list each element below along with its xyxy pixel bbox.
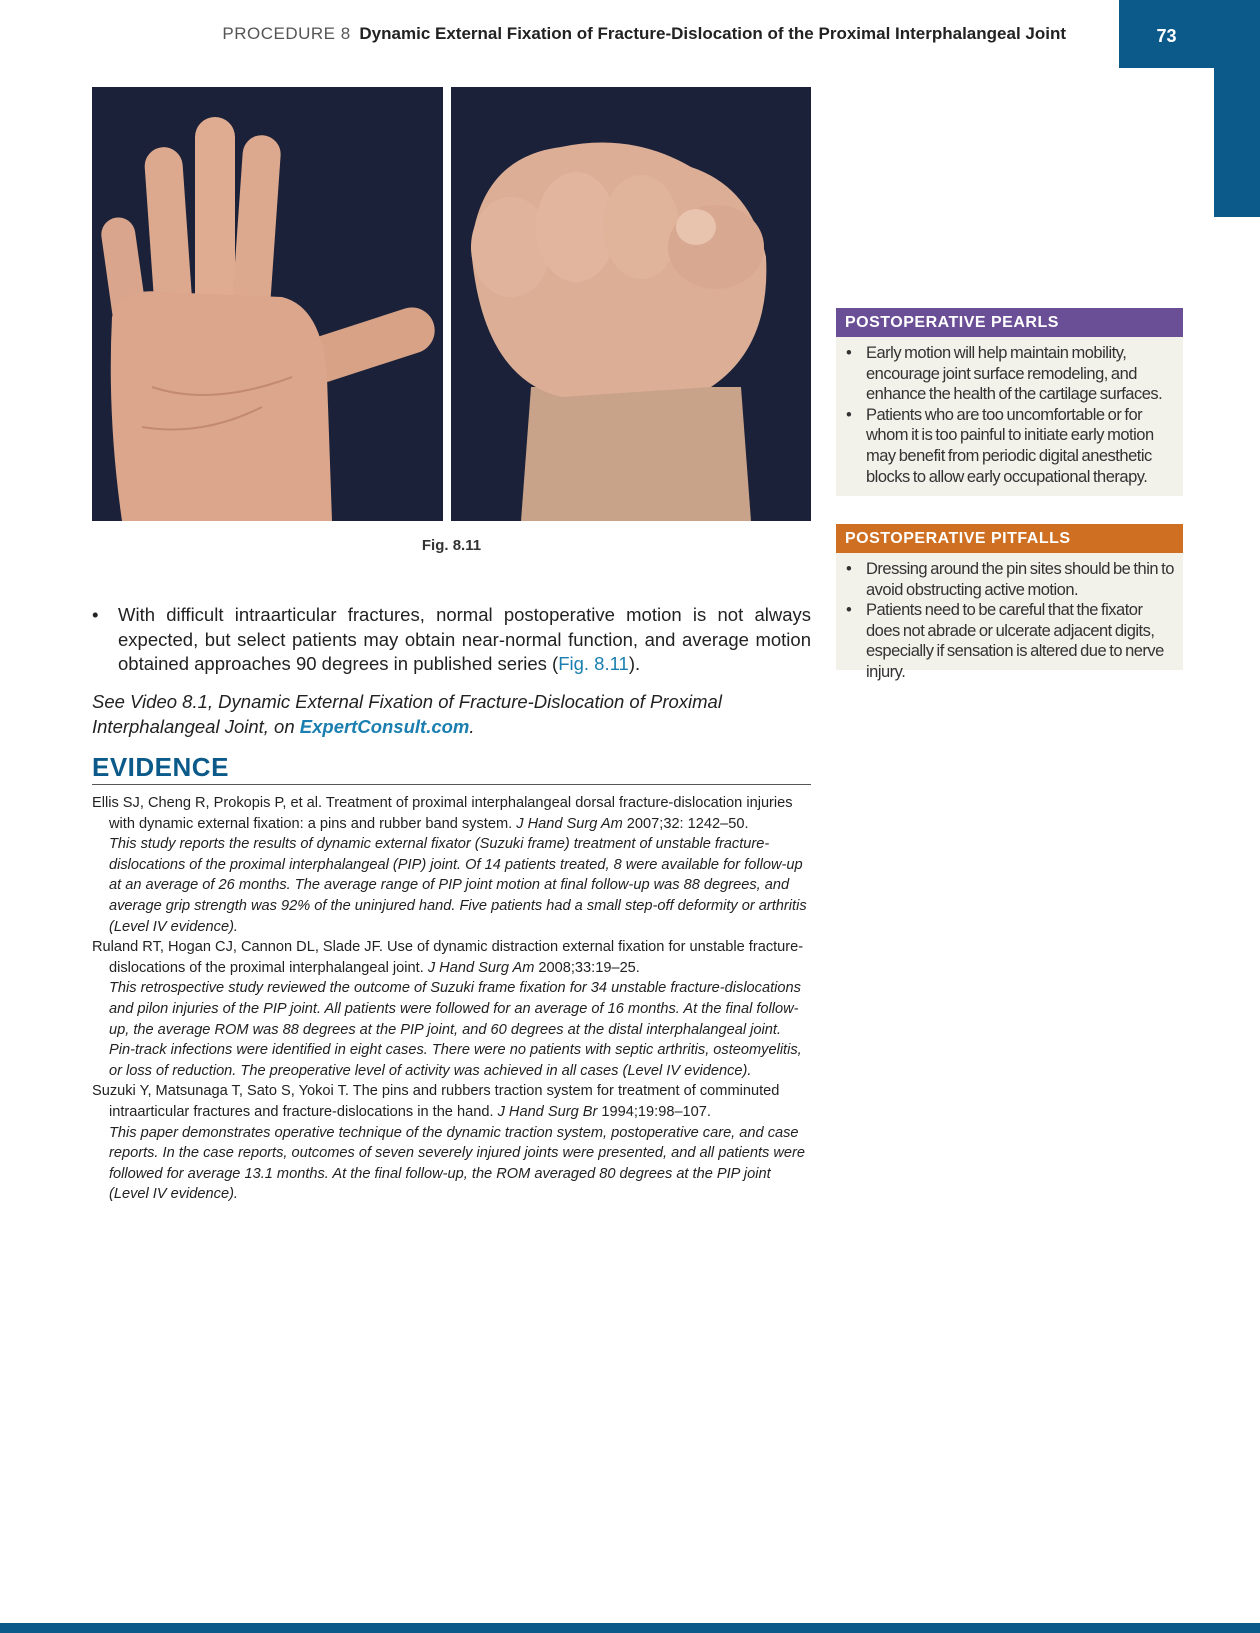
expertconsult-link[interactable]: ExpertConsult.com	[299, 716, 470, 737]
figure-photo-fist	[451, 87, 811, 521]
page-number: 73	[1156, 26, 1177, 46]
figure-reference-link[interactable]: Fig. 8.11	[558, 653, 629, 674]
reference-list	[92, 793, 811, 1205]
pearls-item: • Patients who are too uncomfortable or for whom it is too painful to initiate early motion may benefit from periodic digital anesthetic blocks to allow early occupational therapy.	[866, 405, 1175, 487]
footer-bar	[0, 1623, 1260, 1633]
evidence-heading: EVIDENCE	[92, 752, 811, 785]
pearls-list	[836, 337, 1183, 495]
procedure-label: PROCEDURE 8	[222, 24, 351, 43]
bullet-end: ).	[628, 653, 641, 674]
chapter-title: Dynamic External Fixation of Fracture-Dislocation of the Proximal Interphalangeal Joint	[359, 24, 1066, 43]
reference-item	[92, 1081, 811, 1205]
thumb-tab	[1214, 0, 1260, 217]
pitfalls-heading: POSTOPERATIVE PITFALLS	[836, 524, 1183, 553]
postoperative-pearls-box	[836, 308, 1183, 496]
reference-citation: Suzuki Y, Matsunaga T, Sato S, Yokoi T. The pins and rubbers traction system for treatment of comminuted intraarticular fractures and fracture-dislocations in the hand. J Hand Surg Br 1994;19:98–107.	[92, 1083, 780, 1120]
pitfalls-list	[836, 553, 1183, 691]
pearls-item: • Early motion will help maintain mobility, encourage joint surface remodeling, and enhance the health of the cartilage surfaces.	[866, 343, 1175, 405]
postoperative-pitfalls-box	[836, 524, 1183, 681]
reference-item	[92, 793, 811, 937]
body-bullet-paragraph	[92, 603, 811, 677]
reference-annotation: This paper demonstrates operative technique of the dynamic traction system, postoperative care, and case reports. In the case reports, outcomes of seven severely injured joints were presented, and all patients were followed for average 13.1 months. At the final follow-up, the ROM averaged 80 degrees at the PIP joint (Level IV evidence).	[109, 1124, 806, 1203]
video-end: .	[469, 716, 475, 737]
reference-citation: Ruland RT, Hogan CJ, Cannon DL, Slade JF. Use of dynamic distraction external fixation for unstable fracture-dislocations of the proximal interphalangeal joint. J Hand Surg Am 2008;33:19–25.	[92, 939, 804, 976]
pearls-heading: POSTOPERATIVE PEARLS	[836, 308, 1183, 337]
figure-photo-open-hand	[92, 87, 443, 521]
reference-annotation: This retrospective study reviewed the outcome of Suzuki frame fixation for 34 unstable fracture-dislocations and pilon injuries of the PIP joint. All patients were followed for an average of 16 months. At the final follow-up, the average ROM was 88 degrees at the PIP joint, and 60 degrees at the distal interphalangeal joint. Pin-track infections were identified in eight cases. There were no patients with septic arthritis, osteomyelitis, or loss of reduction. The preoperative level of activity was achieved in all cases (Level IV evidence).	[109, 980, 802, 1079]
page-number-tab	[1119, 0, 1214, 68]
reference-item	[92, 937, 811, 1081]
pitfalls-item: • Dressing around the pin sites should be thin to avoid obstructing active motion.	[866, 559, 1175, 600]
pitfalls-item: • Patients need to be careful that the fixator does not abrade or ulcerate adjacent digits, especially if sensation is altered due to nerve injury.	[866, 600, 1175, 682]
video-note	[92, 689, 811, 739]
figure-caption: Fig. 8.11	[421, 537, 482, 554]
running-header	[0, 24, 1066, 44]
video-text: See Video 8.1, Dynamic External Fixation of Fracture-Dislocation of Proximal Interphalangeal Joint, on	[92, 691, 722, 737]
reference-citation: Ellis SJ, Cheng R, Prokopis P, et al. Treatment of proximal interphalangeal dorsal fracture-dislocation injuries with dynamic external fixation: a pins and rubber band system. J Hand Surg Am 2007;32: 1242–50.	[92, 795, 793, 832]
reference-annotation: This study reports the results of dynamic external fixator (Suzuki frame) treatment of unstable fracture-dislocations of the proximal interphalangeal (PIP) joint. Of 14 patients treated, 8 were available for follow-up at an average of 26 months. The average range of PIP joint motion at final follow-up was 88 degrees, and average grip strength was 92% of the uninjured hand. Five patients had a small step-off deformity or arthritis (Level IV evidence).	[109, 836, 807, 935]
bullet-text: With difficult intraarticular fractures, normal postoperative motion is not always expected, but select patients may obtain near-normal function, and average motion obtained approaches 90 degrees in published series (	[118, 604, 811, 674]
bullet-dot: •	[92, 604, 99, 625]
